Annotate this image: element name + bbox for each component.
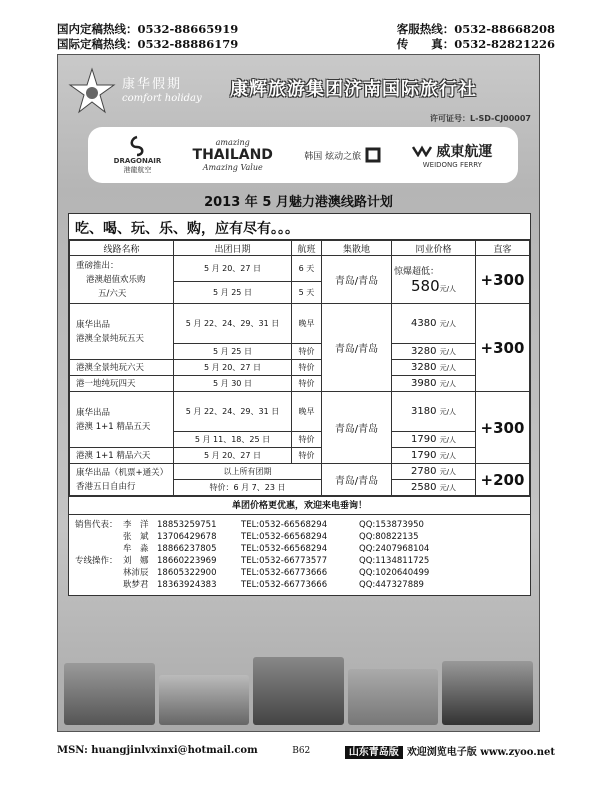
contact-qq: QQ:1020640499 [359,568,430,578]
price-unit: 元/人 [439,380,456,388]
depart-date: 5 月 22、24、29、31 日 [174,392,292,432]
route-name [70,304,174,360]
trade-price [392,304,476,344]
price-unit: 元/人 [439,408,456,416]
korea-mark-icon [365,147,381,163]
contact-row [75,579,524,591]
price-unit: 元/人 [439,468,456,476]
depart-date: 以上所有团期 [174,464,322,480]
flight: 晚早 [292,304,322,344]
contact-role [75,531,123,543]
hotline-block [57,22,555,52]
edition-badge: 山东青岛版 [345,746,403,759]
contact-tel: TEL:0532-66773666 [241,580,328,590]
brand-name-en: comfort holiday [122,93,202,104]
price-unit: 元/人 [439,348,456,356]
contact-qq: QQ:153873950 [359,520,424,530]
domestic-hotline: 国内定稿热线：0532-88665919 [57,22,239,36]
table-header-row [70,241,530,256]
contact-qq: QQ:80822135 [359,532,419,542]
hub: 青岛/青岛 [322,256,392,304]
route-name: 港一地纯玩四天 [70,376,174,392]
col-header: 线路名称 [70,241,174,256]
scenery-photo [253,657,344,725]
flight: 5 天 [292,282,322,304]
dragon-icon [126,135,148,157]
route-name-line: 香港五日自由行 [76,481,136,492]
route-name [70,256,174,304]
contact-mobile: 13706429678 [157,532,217,542]
route-name-line: 港澳全景纯玩五天 [76,333,145,344]
scenery-collage [64,655,533,725]
contact-role [75,579,123,591]
contact-tel: TEL:0532-66568294 [241,520,328,530]
contact-list [69,514,530,595]
flight: 晚早 [292,392,322,432]
price-unit: 元/人 [439,364,456,372]
depart-date: 特价：6 月 7、23 日 [174,480,322,496]
table-row [70,304,530,344]
price-value: 4380 [411,318,437,329]
contact-name: 刘 娜 [123,556,149,566]
route-name-line: 重磅推出： [76,260,119,271]
flight: 特价 [292,376,322,392]
contact-tel: TEL:0532-66568294 [241,544,328,554]
trade-price [392,376,476,392]
contact-row [75,519,524,531]
price-unit: 元/人 [439,285,456,293]
trade-price [392,480,476,496]
trade-price [392,464,476,480]
col-header: 出团日期 [174,241,292,256]
notice: 单团价格更优惠，欢迎来电垂询！ [69,496,530,514]
contact-row [75,543,524,555]
scenery-photo [64,663,155,725]
trade-price [392,392,476,432]
contact-mobile: 18605322900 [157,568,217,578]
contact-qq: QQ:447327889 [359,580,424,590]
thailand-logo [193,138,273,172]
contact-row [75,555,524,567]
scenery-photo [348,669,439,725]
contact-qq: QQ:1134811725 [359,556,430,566]
weidong-label: 威東航運 [436,144,493,160]
depart-date: 5 月 25 日 [174,344,292,360]
footer-right [345,743,555,758]
contact-tel: TEL:0532-66773666 [241,568,328,578]
contact-role [75,567,123,579]
contact-mobile: 18363924383 [157,580,217,590]
korea-label: 韩国 炫动之旅 [304,151,362,162]
price-unit: 元/人 [439,452,456,460]
weidong-logo [412,141,492,169]
table-row [70,256,530,282]
price-value: 580 [411,277,440,295]
direct-price: +300 [476,304,530,392]
slogan: 吃、喝、玩、乐、购，应有尽有。。。 [69,214,530,240]
price-value: 2580 [411,482,437,493]
route-table [69,240,530,496]
direct-price: +300 [476,392,530,464]
star-logo-icon [66,67,118,119]
license-number: 许可证号：L-SD-CJ00007 [430,114,531,123]
agency-name: 康辉旅游集团济南国际旅行社 [230,79,477,100]
hub: 青岛/青岛 [322,304,392,392]
route-name-line: 五/六天 [98,288,127,299]
contact-name: 林沛辰 [123,568,149,578]
table-row [70,376,530,392]
flight: 特价 [292,344,322,360]
depart-date: 5 月 20、27 日 [174,360,292,376]
route-table-panel [68,213,531,596]
route-name-line: 康华出品（机票+通关） [76,467,169,478]
advert-frame [57,54,540,732]
dragonair-logo [114,135,162,175]
contact-row [75,567,524,579]
contact-tel: TEL:0532-66773577 [241,556,328,566]
depart-date: 5 月 20、27 日 [174,256,292,282]
fax-number: 传 真：0532-82821226 [396,37,555,51]
depart-date: 5 月 25 日 [174,282,292,304]
thailand-sub: Amazing Value [202,163,263,172]
price-unit: 元/人 [439,484,456,492]
depart-date: 5 月 20、27 日 [174,448,292,464]
price-value: 3280 [411,346,437,357]
direct-price: +200 [476,464,530,496]
contact-tel: TEL:0532-66568294 [241,532,328,542]
wave-icon [412,145,432,157]
brand-logo [66,63,226,123]
route-name-line: 康华出品 [76,319,111,330]
korea-logo [304,147,381,163]
col-header: 同业价格 [392,241,476,256]
flight: 6 天 [292,256,322,282]
partner-logos [88,127,518,183]
contact-role [75,543,123,555]
thailand-amazing: amazing [215,138,250,147]
route-name [70,392,174,448]
contact-role: 销售代表： [75,520,118,530]
flight: 特价 [292,448,322,464]
hub: 青岛/青岛 [322,392,392,464]
price-value: 3180 [411,406,437,417]
plan-title: 2013 年 5 月魅力港澳线路计划 [204,195,393,210]
contact-name: 张 斌 [123,532,149,542]
route-name-line: 港澳 1+1 精品五天 [76,421,151,432]
col-header: 直客 [476,241,530,256]
contact-mobile: 18866237805 [157,544,217,554]
contact-name: 耿梦君 [123,580,149,590]
contact-name: 牟 淼 [123,544,149,554]
depart-date: 5 月 22、24、29、31 日 [174,304,292,344]
route-name-line: 港澳超值欢乐购 [86,274,146,285]
route-name-line: 康华出品 [76,407,111,418]
route-name: 港澳 1+1 精品六天 [70,448,174,464]
price-label: 惊爆超低： [394,267,440,277]
flight: 特价 [292,360,322,376]
thailand-label: THAILAND [192,147,273,163]
trade-price [392,448,476,464]
contact-name: 李 洋 [123,520,149,530]
price-value: 1790 [411,434,437,445]
depart-date: 5 月 11、18、25 日 [174,432,292,448]
dragonair-label: DRAGONAIR [113,157,162,165]
contact-qq: QQ:2407968104 [359,544,430,554]
route-name: 港澳全景纯玩六天 [70,360,174,376]
brand-name-cn: 康华假期 [122,77,183,92]
table-row [70,392,530,432]
trade-price [392,344,476,360]
price-value: 3280 [411,362,437,373]
contact-role: 专线操作： [75,556,118,566]
table-row [70,464,530,480]
scenery-photo [442,661,533,725]
trade-price [392,432,476,448]
price-value: 1790 [411,450,437,461]
msn-contact: MSN: huangjinlvxinxi@hotmail.com [57,745,258,756]
page-footer [57,743,555,758]
contact-mobile: 18660223969 [157,556,217,566]
trade-price [392,360,476,376]
table-row [70,448,530,464]
table-row [70,360,530,376]
price-unit: 元/人 [439,320,456,328]
route-name [70,464,174,496]
contact-row [75,531,524,543]
direct-price: +300 [476,256,530,304]
col-header: 航班 [292,241,322,256]
price-unit: 元/人 [439,436,456,444]
scenery-photo [159,675,250,725]
depart-date: 5 月 30 日 [174,376,292,392]
trade-price [392,256,476,304]
price-value: 3980 [411,378,437,389]
hub: 青岛/青岛 [322,464,392,496]
price-value: 2780 [411,466,437,477]
site-link: 欢迎浏览电子版 www.zyoo.net [406,747,555,758]
weidong-label-en: WEIDONG FERRY [422,161,482,169]
service-hotline: 客服热线：0532-88668208 [396,22,555,36]
page-number: B62 [292,745,311,756]
contact-mobile: 18853259751 [157,520,217,530]
col-header: 集散地 [322,241,392,256]
flight: 特价 [292,432,322,448]
international-hotline: 国际定稿热线：0532-88886179 [57,37,239,51]
dragonair-label-cn: 港龍航空 [123,166,152,174]
